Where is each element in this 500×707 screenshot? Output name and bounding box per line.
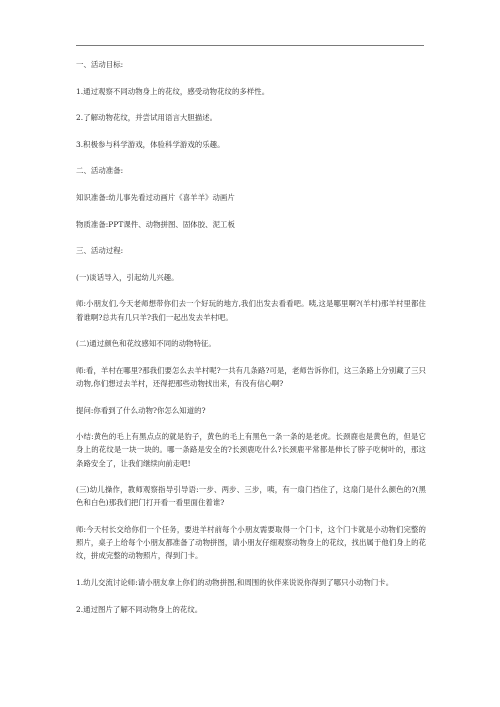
goal-item-3: 3.积极参与科学游戏，体验科学游戏的乐趣。 <box>76 139 225 149</box>
document-body <box>76 58 426 629</box>
knowledge-preparation: 知识准备:幼儿事先看过动画片《喜羊羊》动画片 <box>76 192 235 202</box>
section-heading-process: 三、活动过程: <box>76 246 124 256</box>
summary-paragraph: 小结:黄色的毛上有黑点点的就是豹子，黄色的毛上有黑色一条一条的是老虎。长颈鹿也是黄色的，但是它身上的花纹是一块一块的。哪一条路是安全的?长颈鹿吃什么?长颈鹿平常都是伸长了脖子吃树叶的，那这条路安全了，让我们继续向前走吧! <box>76 432 426 468</box>
teacher-dialogue-3: 师:今天村长交给你们一个任务，要进羊村前每个小朋友需要取得一个门卡，这个门卡就是小动物们完整的照片，桌子上给每个小朋友都准备了动物拼图，请小朋友仔细观察动物身上的花纹，找出属于他们身上的花纹，拼成完整的动物照片，得到门卡。 <box>76 524 426 561</box>
section-heading-preparation: 二、活动准备: <box>76 166 124 176</box>
teacher-dialogue-1: 师:小朋友们,今天老师想带你们去一个好玩的地方,我们出发去看看吧。咦,这是哪里啊?(羊村)那羊村里都住着谁啊?总共有几只羊?我们一起出发去羊村吧。 <box>76 299 426 322</box>
process-step-1-heading: (一)谈话导入，引起幼儿兴趣。 <box>76 272 179 282</box>
goal-item-2: 2.了解动物花纹，并尝试用语言大胆描述。 <box>76 113 218 123</box>
teacher-dialogue-2: 师:看，羊村在哪里?那我们要怎么去羊村呢?一共有几条路?可是，老师告诉你们，这三条路上分别藏了三只动物,你们想过去羊村，还得把那些动物找出来，有没有信心啊? <box>76 365 426 388</box>
header-rule <box>76 45 424 46</box>
process-step-3-paragraph: (三)幼儿操作，教师观察指导引导语:一步、两步、三步，咦，有一扇门挡住了，这扇门是什么颜色的?(黑色和白色)那我们把门打开看一看里面住着谁? <box>76 485 426 508</box>
section-heading-goals: 一、活动目标: <box>76 60 124 69</box>
discussion-item-2: 2.通过图片了解不同动物身上的花纹。 <box>76 604 203 614</box>
discussion-item-1: 1.幼儿交流讨论师:请小朋友拿上你们的动物拼图,和周围的伙伴来说说你得到了哪只小动物门卡。 <box>76 577 394 587</box>
question-paragraph: 提问:你看到了什么动物?你怎么知道的? <box>76 405 206 415</box>
goal-item-1: 1.通过观察不同动物身上的花纹，感受动物花纹的多样性。 <box>76 86 270 96</box>
process-step-2-heading: (二)通过颜色和花纹感知不同的动物特征。 <box>76 339 216 349</box>
material-preparation: 物质准备:PPT课件、动物拼图、固体胶、泥工板 <box>76 219 235 229</box>
